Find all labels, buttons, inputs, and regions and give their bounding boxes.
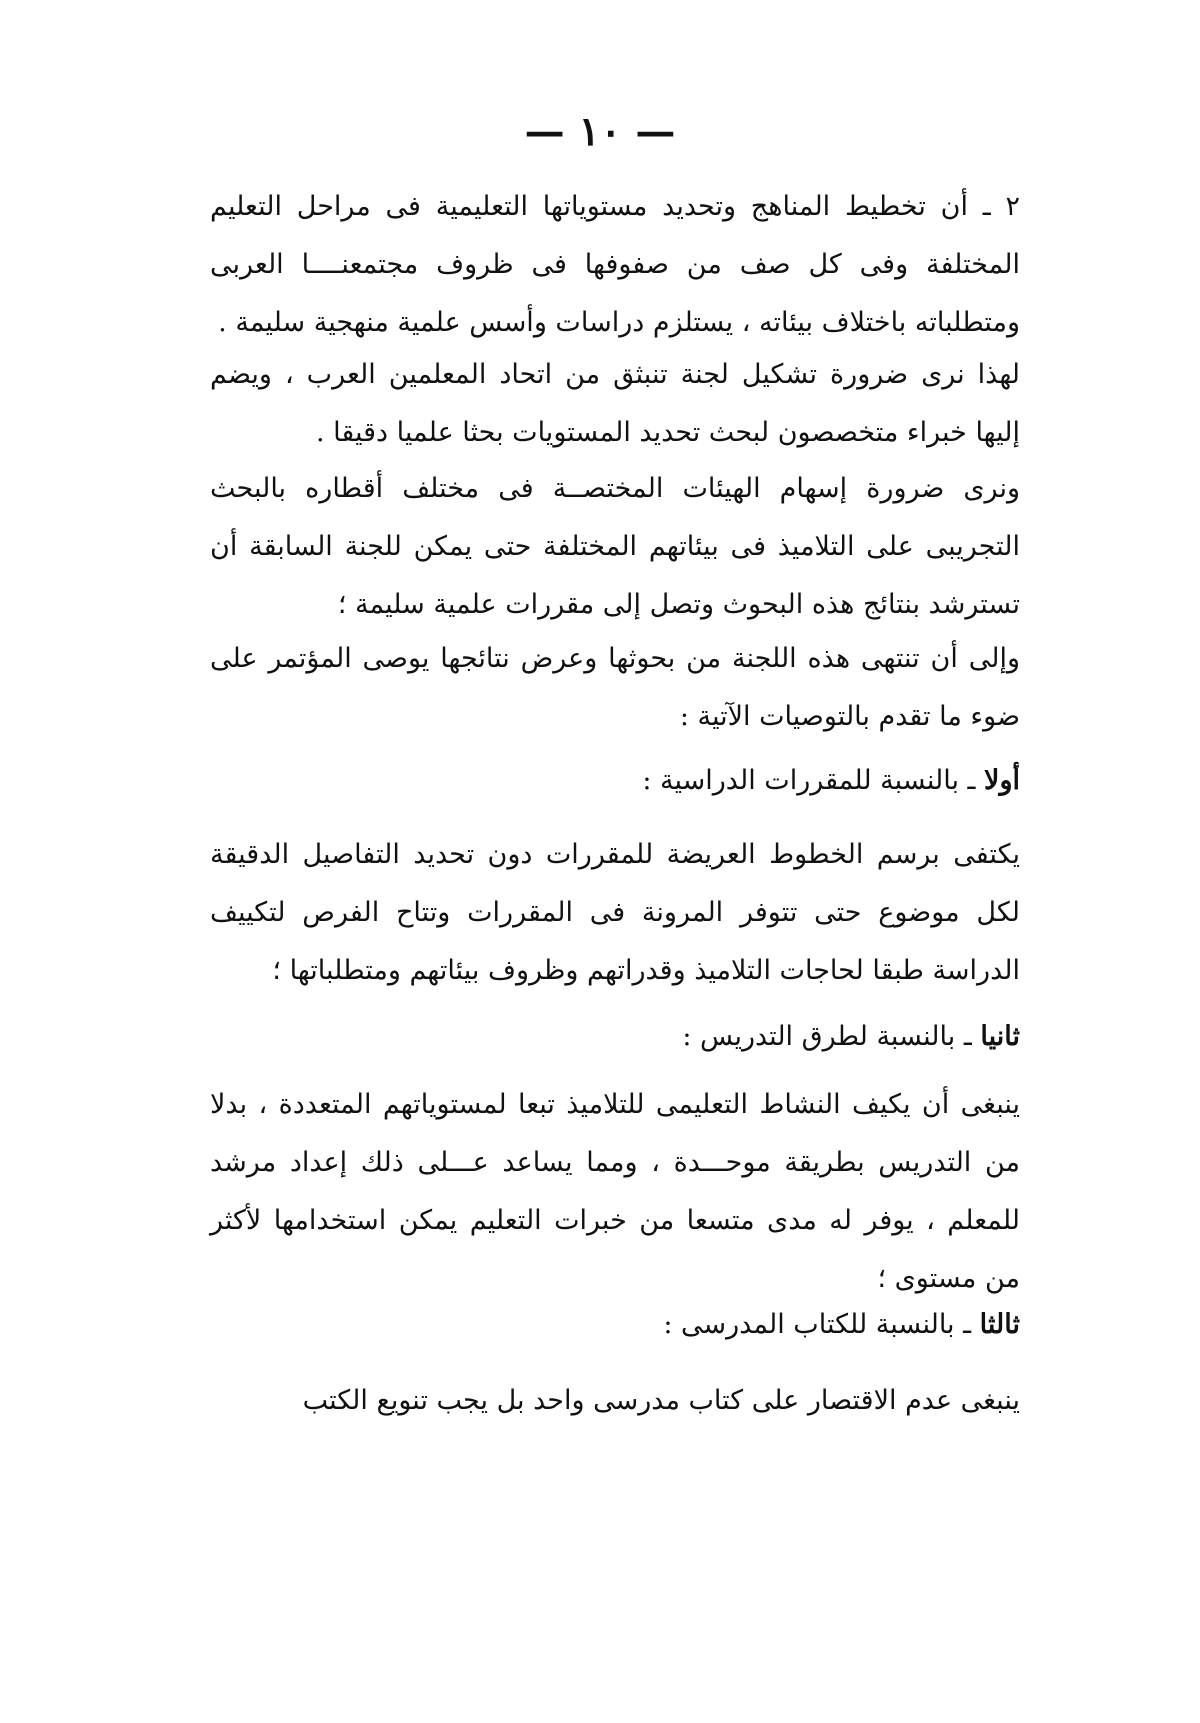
heading-first-curricula xyxy=(210,752,1020,810)
paragraph-teaching-activity: ينبغى أن يكيف النشاط التعليمى للتلاميذ تبعا لمستوياتهم المتعددة ، بدلا من التدريس بطريقة موحـــدة ، ومما يساعد عـــلى ذلك إعداد مرشد للمعلم ، يوفر له مدى متسعا من خبرات التعليم يمكن استخدامها لأكثر من مستوى ؛ xyxy=(210,1089,1020,1294)
heading-third-text: ـ بالنسبة للكتاب المدرسى : xyxy=(663,1309,980,1340)
heading-second-lead: ثانيا xyxy=(980,1021,1020,1052)
heading-first-text: ـ بالنسبة للمقررات الدراسية : xyxy=(642,765,985,796)
paragraph-planning-curricula: ٢ ـ أن تخطيط المناهج وتحديد مستوياتها التعليمية فى مراحل التعليم المختلفة وفى كل صف من صفوفها فى ظروف مجتمعنــــا العربى ومتطلباته باختلاف بيئاته ، يستلزم دراسات وأسس علمية منهجية سليمة . xyxy=(210,191,1020,338)
paragraph-committee: لهذا نرى ضرورة تشكيل لجنة تنبثق من اتحاد المعلمين العرب ، ويضم إليها خبراء متخصصون لبحث تحديد المستويات بحثا علميا دقيقا . xyxy=(210,359,1020,448)
paragraph-recommendations-intro: وإلى أن تنتهى هذه اللجنة من بحوثها وعرض نتائجها يوصى المؤتمر على ضوء ما تقدم بالتوصيات الآتية : xyxy=(210,643,1020,732)
paragraph-textbook-variety: ينبغى عدم الاقتصار على كتاب مدرسى واحد بل يجب تنويع الكتب xyxy=(302,1385,1020,1416)
heading-second-teaching-methods xyxy=(210,1008,1020,1066)
paragraph-research-bodies: ونرى ضرورة إسهام الهيئات المختصــة فى مختلف أقطاره بالبحث التجريبى على التلاميذ فى بيئاتهم المختلفة حتى يمكن للجنة السابقة أن تسترشد بنتائج هذه البحوث وتصل إلى مقررات علمية سليمة ؛ xyxy=(210,473,1020,620)
heading-first-lead: أولا xyxy=(984,765,1020,796)
page-number: — ١٠ — xyxy=(524,108,676,155)
heading-third-textbook xyxy=(210,1296,1020,1354)
heading-second-text: ـ بالنسبة لطرق التدريس : xyxy=(682,1021,981,1052)
heading-third-lead: ثالثا xyxy=(979,1309,1020,1340)
paragraph-curricula-outline: يكتفى برسم الخطوط العريضة للمقررات دون تحديد التفاصيل الدقيقة لكل موضوع حتى تتوفر المرونة فى المقررات وتتاح الفرص لتكييف الدراسة طبقا لحاجات التلاميذ وقدراتهم وظروف بيئاتهم ومتطلباتها ؛ xyxy=(210,839,1020,986)
